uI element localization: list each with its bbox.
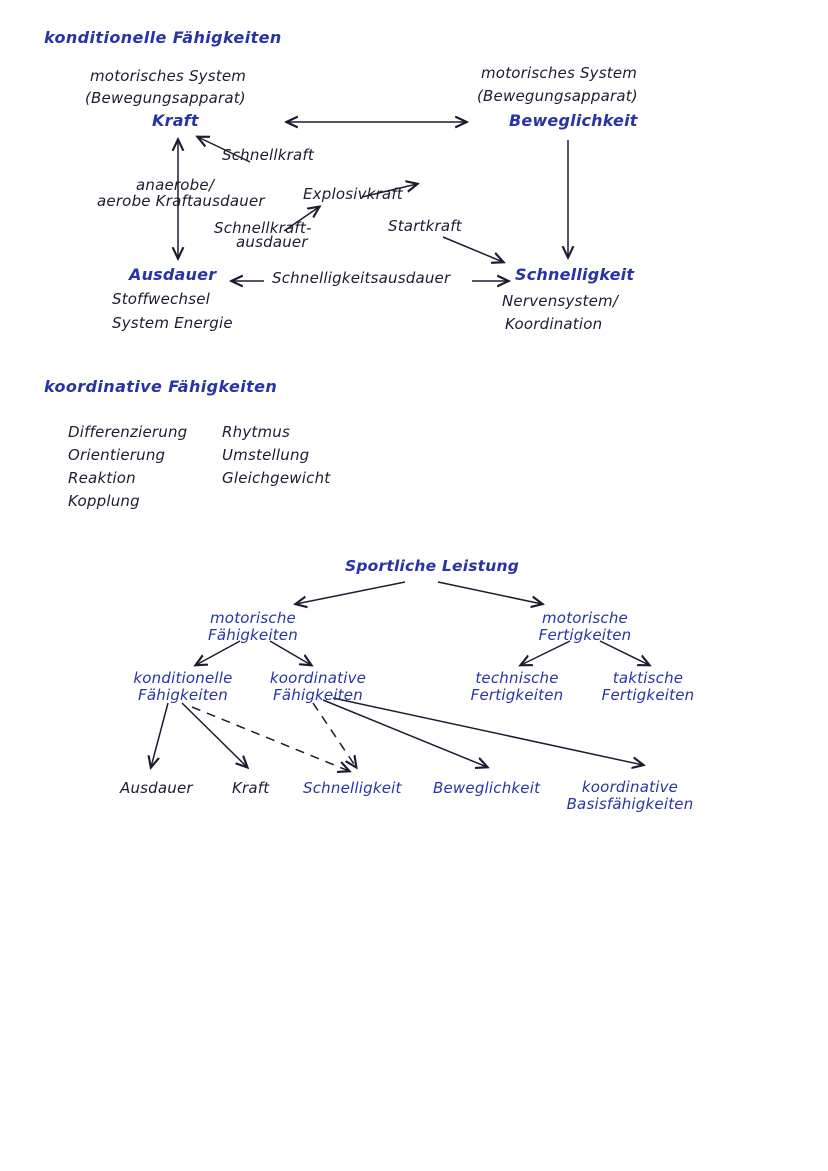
- tree-leaf-beweglichkeit: Beweglichkeit: [433, 779, 541, 797]
- tree-node-motorische-fertigkeiten: [505, 610, 665, 644]
- label-schnellkraftausdauer-line2: ausdauer: [236, 233, 308, 251]
- tree-kond-ausdauer: [151, 703, 168, 767]
- tree-leaf-koordinative-basisfaehigkeiten: [545, 779, 715, 813]
- schnelligkeit-sub-line2: Koordination: [505, 315, 603, 333]
- tree-koord-basis: [333, 698, 643, 765]
- tree-kond-kraft: [182, 703, 247, 767]
- list-item-orientierung: Orientierung: [68, 446, 166, 464]
- section-title-konditionell: konditionelle Fähigkeiten: [44, 28, 282, 47]
- node-ausdauer: Ausdauer: [129, 265, 217, 284]
- left-system-line1: motorisches System: [90, 67, 247, 85]
- tree-mfert-taktische: [600, 641, 649, 665]
- tree-mf-konditionelle: [196, 641, 240, 665]
- tree-root-right: [438, 582, 542, 604]
- label-schnelligkeitsausdauer: Schnelligkeitsausdauer: [272, 269, 451, 287]
- tree-node-line: koordinative: [581, 778, 679, 796]
- label-kraftausdauer-line1: anaerobe/: [136, 176, 215, 194]
- tree-node-line: motorische: [542, 609, 628, 627]
- node-kraft: Kraft: [152, 111, 199, 130]
- tree-node-line: Fähigkeiten: [273, 686, 363, 704]
- label-schnellkraft: Schnellkraft: [222, 146, 314, 164]
- node-beweglichkeit: Beweglichkeit: [509, 111, 638, 130]
- tree-leaf-kraft: Kraft: [232, 779, 270, 797]
- list-item-differenzierung: Differenzierung: [68, 423, 188, 441]
- tree-mfert-technische: [521, 641, 570, 665]
- tree-node-line: koordinative: [269, 669, 367, 687]
- tree-root-left: [296, 582, 405, 604]
- arrow-startkraft-schnelligkeit: [443, 237, 503, 262]
- section-title-koordinativ: koordinative Fähigkeiten: [44, 377, 278, 396]
- label-explosivkraft: Explosivkraft: [303, 185, 403, 203]
- label-kraftausdauer-line2: aerobe Kraftausdauer: [97, 192, 265, 210]
- left-system-line2: (Bewegungsapparat): [85, 89, 246, 107]
- label-schnellkraftausdauer-line1: Schnellkraft-: [214, 219, 312, 237]
- tree-node-line: taktische: [612, 669, 684, 687]
- ausdauer-sub-line1: Stoffwechsel: [112, 290, 211, 308]
- right-system-line1: motorisches System: [481, 64, 638, 82]
- tree-node-line: Fähigkeiten: [208, 626, 298, 644]
- tree-node-line: konditionelle: [133, 669, 233, 687]
- list-item-reaktion: Reaktion: [68, 469, 136, 487]
- tree-koord-schnelligkeit: [313, 703, 356, 767]
- tree-node-koordinative-faehigkeiten: [238, 670, 398, 704]
- list-item-rhytmus: Rhytmus: [222, 423, 291, 441]
- tree-node-line: motorische: [210, 609, 296, 627]
- list-item-umstellung: Umstellung: [222, 446, 310, 464]
- tree-node-line: Fertigkeiten: [470, 686, 564, 704]
- tree-mf-koordinative: [270, 641, 311, 665]
- tree-leaf-schnelligkeit: Schnelligkeit: [303, 779, 402, 797]
- tree-node-taktische-fertigkeiten: [568, 670, 728, 704]
- tree-kond-schnelligkeit: [192, 707, 349, 771]
- label-startkraft: Startkraft: [388, 217, 462, 235]
- tree-root-sportliche-leistung: Sportliche Leistung: [345, 557, 520, 575]
- tree-node-motorische-faehigkeiten: [173, 610, 333, 644]
- list-item-gleichgewicht: Gleichgewicht: [222, 469, 331, 487]
- tree-node-line: Fertigkeiten: [538, 626, 632, 644]
- list-item-kopplung: Kopplung: [68, 492, 140, 510]
- tree-node-line: Fähigkeiten: [138, 686, 228, 704]
- right-system-line2: (Bewegungsapparat): [477, 87, 638, 105]
- tree-koord-beweglichkeit: [323, 700, 487, 767]
- tree-node-line: Fertigkeiten: [601, 686, 695, 704]
- ausdauer-sub-line2: System Energie: [112, 314, 233, 332]
- tree-leaf-ausdauer: Ausdauer: [120, 779, 193, 797]
- schnelligkeit-sub-line1: Nervensystem/: [502, 292, 619, 310]
- tree-node-line: Basisfähigkeiten: [566, 795, 694, 813]
- tree-node-line: technische: [475, 669, 559, 687]
- node-schnelligkeit: Schnelligkeit: [515, 265, 635, 284]
